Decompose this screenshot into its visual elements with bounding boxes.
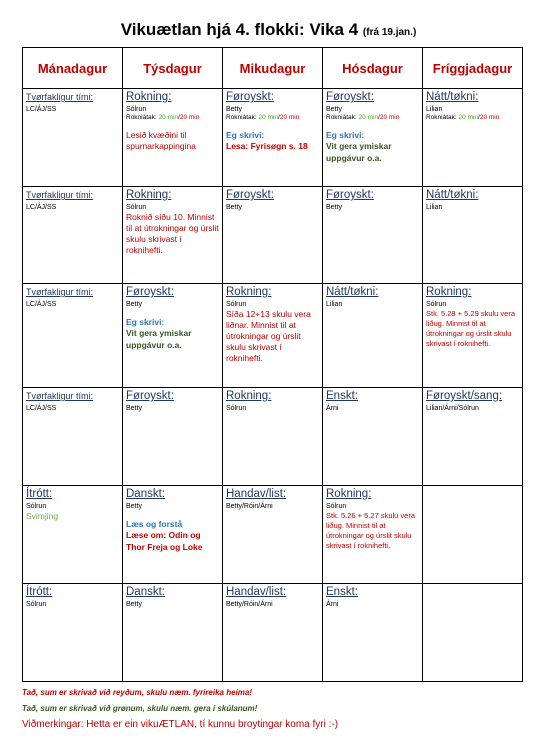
teacher: Betty	[126, 601, 142, 608]
cell-mon	[23, 284, 123, 388]
cell-tue	[123, 388, 223, 486]
table-row	[23, 187, 523, 284]
subject: Føroyskt:	[126, 390, 174, 402]
subject: Føroyskt:	[126, 286, 174, 298]
activity-label: Eg skrivi:	[126, 317, 165, 327]
cell-wed	[223, 187, 323, 284]
teacher: Betty	[226, 106, 242, 113]
day-header-thu: Hósdagur	[323, 48, 423, 89]
subject: Tvørfakligur tími:	[26, 287, 94, 297]
cell-thu	[323, 584, 423, 682]
cell-wed	[223, 89, 323, 187]
cell-tue	[123, 584, 223, 682]
subject: Rokning:	[226, 390, 272, 402]
cell-thu	[323, 486, 423, 584]
cell-fri	[423, 187, 523, 284]
teacher: Betty/Róin/Árni	[226, 601, 273, 608]
subject: Tvørfakligur tími:	[26, 391, 94, 401]
day-header-wed: Mikudagur	[223, 48, 323, 89]
table-row	[23, 284, 523, 388]
week-date: (frá 19.jan.)	[362, 27, 417, 38]
teacher: Sólrun	[226, 301, 247, 308]
table-row	[23, 89, 523, 187]
subject: Nátt/tøkni:	[426, 189, 479, 201]
teacher: Sólrun	[26, 503, 47, 510]
subject: Nátt/tøkni:	[426, 91, 479, 103]
cell-mon	[23, 89, 123, 187]
teacher: Betty	[126, 503, 142, 510]
cell-wed	[223, 388, 323, 486]
teacher: Árni	[326, 601, 339, 608]
teacher: Sólrun	[126, 106, 147, 113]
subject: Rokning:	[226, 286, 272, 298]
subject: Tvørfakligur tími:	[26, 92, 94, 102]
subject: Rokning:	[126, 189, 172, 201]
teacher: Betty	[326, 204, 342, 211]
cell-tue	[123, 89, 223, 187]
teacher: Lilian	[426, 204, 443, 211]
teacher: Betty	[326, 106, 342, 113]
subject: Enskt:	[326, 390, 358, 402]
teacher: Lilian/Árni/Sólrun	[426, 405, 479, 412]
teacher: Betty	[226, 204, 242, 211]
table-row	[23, 388, 523, 486]
subject: Ítrótt:	[26, 586, 53, 598]
teacher: Lilian	[426, 106, 443, 113]
homework-note: Lesið kvæðini til spurnarkappingina	[126, 130, 196, 151]
cell-fri	[423, 388, 523, 486]
subject: Ítrótt:	[26, 488, 53, 500]
cell-fri	[423, 284, 523, 388]
activity-label: Eg skrivi:	[226, 130, 265, 140]
subject: Nátt/tøkni:	[326, 286, 379, 298]
activity-note: Svimjing	[26, 511, 59, 521]
day-header-tue: Týsdagur	[123, 48, 223, 89]
classwork-note: Vit gera ymiskar uppgávur o.a.	[326, 141, 392, 163]
cell-tue	[123, 284, 223, 388]
subject: Handav/list:	[226, 488, 287, 500]
activity-label: Læs og forstå	[126, 519, 183, 529]
footer-note: Viðmerkingar: Hetta er ein vikuÆTLAN, tí kunnu broytingar koma fyri :-)	[22, 719, 339, 730]
teacher: Sólrun	[26, 601, 47, 608]
cell-mon	[23, 187, 123, 284]
cell-mon	[23, 388, 123, 486]
subject: Enskt:	[326, 586, 358, 598]
teacher: LC/ÁJ/SS	[26, 106, 57, 113]
teacher: Betty/Róin/Árni	[226, 503, 273, 510]
subject: Føroyskt:	[226, 189, 274, 201]
homework-note: Roknið síðu 10. Minnist til at útrokningar og úrslit skulu skrivast í roknihefti.	[126, 212, 219, 255]
footer-green-legend: Tað, sum er skrivað við grønum, skulu næm. gera í skúlanum!	[22, 704, 258, 713]
cell-wed	[223, 584, 323, 682]
day-header-mon: Mánadagur	[23, 48, 123, 89]
subject: Føroyskt:	[226, 91, 274, 103]
cell-thu	[323, 187, 423, 284]
page-title: Vikuætlan hjá 4. flokki: Vika 4 (frá 19.jan.)	[120, 20, 417, 39]
homework-note: Lesa: Fyrisøgn s. 18	[226, 141, 308, 151]
rokniatak: Rokniátak: 20 min/20 min	[426, 114, 500, 121]
homework-note: Stk. 5.28 + 5.29 skulu vera liðug. Minnist til at útrokningar og úrslit skulu skrivast í roknihefti.	[426, 309, 516, 348]
cell-tue	[123, 187, 223, 284]
activity-label: Eg skrivi:	[326, 130, 365, 140]
teacher: Sólrun	[326, 503, 347, 510]
rokniatak: Rokniátak: 20 min/20 min	[326, 114, 400, 121]
table-row	[23, 584, 523, 682]
teacher: Lilian	[326, 301, 343, 308]
subject: Rokning:	[426, 286, 472, 298]
teacher: LC/ÁJ/SS	[26, 301, 57, 308]
footer-red-legend: Tað, sum er skrivað við reyðum, skulu næm. fyrireika heima!	[22, 688, 253, 697]
header-row	[23, 48, 523, 89]
cell-thu	[323, 284, 423, 388]
cell-thu	[323, 89, 423, 187]
cell-fri	[423, 486, 523, 584]
teacher: Árni	[326, 405, 339, 412]
homework-note: Stk. 5.26 + 5.27 skulu vera liðug. Minnist til at útrokningar og úrslit skulu skrivast í roknihefti.	[326, 511, 416, 550]
subject: Handav/list:	[226, 586, 287, 598]
cell-mon	[23, 584, 123, 682]
subject: Rokning:	[326, 488, 372, 500]
classwork-note: Vit gera ymiskar uppgávur o.a.	[126, 328, 192, 350]
homework-note: Læse om: Odin og Thor Freja og Loke	[126, 530, 203, 552]
rokniatak: Rokniátak: 20 min/20 min	[226, 114, 300, 121]
cell-tue	[123, 486, 223, 584]
day-header-fri: Fríggjadagur	[423, 48, 523, 89]
rokniatak: Rokniátak: 20 min/20 min	[126, 114, 200, 121]
teacher: Betty	[126, 301, 142, 308]
subject: Føroyskt:	[326, 189, 374, 201]
subject: Rokning:	[126, 91, 172, 103]
cell-wed	[223, 486, 323, 584]
homework-note: Síða 12+13 skulu vera liðnar. Minnist til at útrokningar og úrslit skulu skrivast í roknihefti.	[226, 309, 311, 363]
teacher: Betty	[126, 405, 142, 412]
cell-fri	[423, 89, 523, 187]
teacher: LC/ÁJ/SS	[26, 405, 57, 412]
schedule-table	[22, 47, 523, 682]
cell-wed	[223, 284, 323, 388]
subject: Føroyskt:	[326, 91, 374, 103]
table-row	[23, 486, 523, 584]
subject: Tvørfakligur tími:	[26, 190, 94, 200]
cell-mon	[23, 486, 123, 584]
teacher: LC/ÁJ/SS	[26, 204, 57, 211]
subject: Danskt:	[126, 586, 165, 598]
cell-fri	[423, 584, 523, 682]
teacher: Sólrun	[126, 204, 147, 211]
teacher: Sólrun	[426, 301, 447, 308]
teacher: Sólrun	[226, 405, 247, 412]
cell-thu	[323, 388, 423, 486]
subject: Danskt:	[126, 488, 165, 500]
subject: Føroyskt/sang:	[426, 390, 503, 402]
